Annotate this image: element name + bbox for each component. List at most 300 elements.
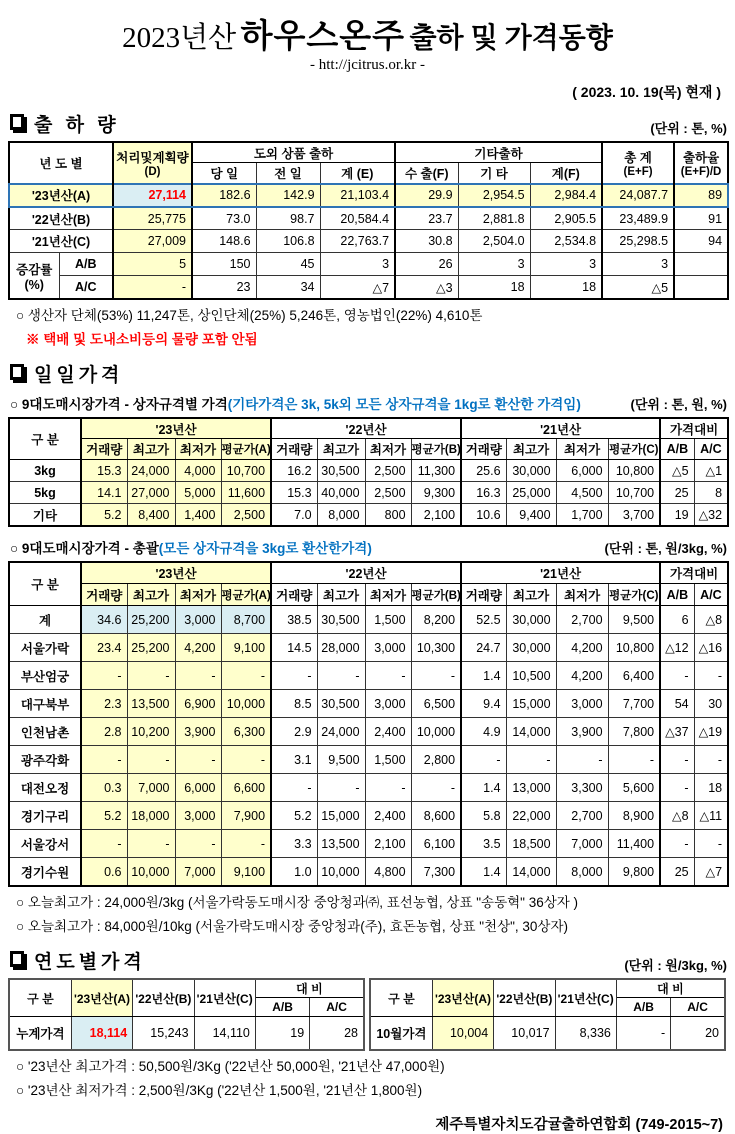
cell: 2,954.5 [458, 184, 530, 207]
cell: 3,000 [175, 606, 221, 634]
cell: 3,900 [556, 718, 608, 746]
column-header: 가격대비 [660, 418, 728, 439]
cell: - [81, 662, 127, 690]
cell: △8 [694, 606, 728, 634]
column-header: 당 일 [192, 163, 256, 184]
cell: 52.5 [461, 606, 506, 634]
column-header: 거래량 [461, 439, 506, 460]
cell: 2,700 [556, 606, 608, 634]
column-header: '21년산 [461, 562, 660, 584]
column-header: 최고가 [506, 584, 556, 606]
section-title-yearly [8, 947, 146, 974]
column-header: '21년산(C) [555, 979, 616, 1017]
cell: 182.6 [192, 184, 256, 207]
cell: 54 [660, 690, 694, 718]
cell: 4.9 [461, 718, 506, 746]
cell: 26 [395, 253, 458, 276]
row-label: '22년산(B) [9, 207, 113, 230]
cell: 3 [602, 253, 674, 276]
cell: 14,110 [194, 1017, 255, 1050]
cell: 18 [530, 276, 602, 299]
cell: 14.1 [81, 482, 127, 504]
cell: △7 [694, 858, 728, 886]
cell: 20 [671, 1017, 725, 1050]
cell: 6,100 [411, 830, 461, 858]
cell: - [660, 830, 694, 858]
cell: 2,500 [221, 504, 271, 526]
cell: 3 [530, 253, 602, 276]
cell: 10,700 [221, 460, 271, 482]
cell: 4,200 [556, 662, 608, 690]
cell: 73.0 [192, 207, 256, 230]
cell: 2,984.4 [530, 184, 602, 207]
column-header: 대 비 [255, 979, 364, 998]
cell: 45 [256, 253, 320, 276]
unit-label: (단위 : 톤, 원, %) [630, 396, 727, 412]
cell: 30,500 [317, 690, 365, 718]
cell: 15,243 [133, 1017, 194, 1050]
cell: 15.3 [271, 482, 317, 504]
cell: 2,881.8 [458, 207, 530, 230]
cell: - [694, 830, 728, 858]
column-header: 출하율 (E+F)/D [674, 142, 728, 184]
row-label: 계 [9, 606, 81, 634]
cell: 8,000 [317, 504, 365, 526]
column-header: 최고가 [127, 439, 175, 460]
cell: 13,500 [127, 690, 175, 718]
header-row [9, 439, 728, 460]
cell: 19 [255, 1017, 309, 1050]
row-label: 누계가격 [9, 1017, 71, 1050]
cell: 2.8 [81, 718, 127, 746]
column-header: '22년산(B) [494, 979, 555, 1017]
cell: 25.6 [461, 460, 506, 482]
cell: 22,763.7 [320, 230, 395, 253]
cell: 3,000 [175, 802, 221, 830]
cell: 8,336 [555, 1017, 616, 1050]
cell: 7,300 [411, 858, 461, 886]
cell: 10,004 [432, 1017, 493, 1050]
report-date: ( 2023. 10. 19(목) 현재 ) [572, 83, 721, 100]
cell: 7,800 [608, 718, 660, 746]
cell: 800 [365, 504, 411, 526]
row-label: 경기수원 [9, 858, 81, 886]
title-year: 2023년산 [122, 22, 237, 54]
report-url: - htt://jcitrus.or.kr - [310, 56, 425, 73]
cell: 40,000 [317, 482, 365, 504]
cell: △3 [395, 276, 458, 299]
cell: △5 [602, 276, 674, 299]
cell: 27,000 [127, 482, 175, 504]
cell: 18 [458, 276, 530, 299]
section-header-shipment [8, 110, 727, 137]
column-header: 거래량 [271, 584, 317, 606]
unit-label: (단위 : 톤, 원/3kg, %) [604, 540, 727, 556]
subsection-title: ○ 9대도매시장가격 - 총괄(모든 상자규격을 3kg로 환산한가격) [10, 540, 372, 556]
cell: 8,900 [608, 802, 660, 830]
row-label: '21년산(C) [9, 230, 113, 253]
cell: 25,775 [113, 207, 192, 230]
cell: 3,000 [365, 634, 411, 662]
cell: 1,500 [365, 606, 411, 634]
table-row [9, 184, 728, 207]
cell: 6,000 [556, 460, 608, 482]
column-header: 최저가 [175, 439, 221, 460]
section-title-text: 연도별가격 [34, 951, 146, 973]
cell: 1.0 [271, 858, 317, 886]
cell: - [694, 746, 728, 774]
cell: 24,000 [317, 718, 365, 746]
cell: 1.4 [461, 662, 506, 690]
cell: 3,700 [608, 504, 660, 526]
row-label: 기타 [9, 504, 81, 526]
cell: 3,300 [556, 774, 608, 802]
cell: 9,100 [221, 634, 271, 662]
cell: 14,000 [506, 718, 556, 746]
cell: △7 [320, 276, 395, 299]
section-title-text: 출 하 량 [34, 114, 120, 136]
cell: 14,000 [506, 858, 556, 886]
row-label: A/C [59, 276, 113, 299]
column-header: 도외 상품 출하 [192, 142, 395, 163]
cell: 150 [192, 253, 256, 276]
cell: △1 [694, 460, 728, 482]
cell: 11,400 [608, 830, 660, 858]
cell: 7,000 [127, 774, 175, 802]
table-row [9, 774, 728, 802]
cell: 29.9 [395, 184, 458, 207]
cell: 148.6 [192, 230, 256, 253]
daily-note-1: ○ 오늘최고가 : 24,000원/3kg (서울가락동도매시장 중앙청과㈜, 표선농협, 상표 "송동혁" 36상자 ) [16, 894, 579, 910]
column-header: 최저가 [556, 584, 608, 606]
cell: 2,504.0 [458, 230, 530, 253]
cell: 30,500 [317, 606, 365, 634]
column-header: A/B [616, 998, 670, 1017]
cell: - [127, 830, 175, 858]
shipment-note-warning: ※ 택배 및 도내소비등의 물량 포함 안됨 [26, 331, 258, 347]
column-header: 거래량 [271, 439, 317, 460]
column-header: 구 분 [370, 979, 432, 1017]
title-rest: 출하 및 가격동향 [409, 23, 613, 54]
cell: 30,000 [506, 460, 556, 482]
row-label: 3kg [9, 460, 81, 482]
cell: 6,900 [175, 690, 221, 718]
price-by-size-table [8, 417, 729, 527]
cell: 8 [694, 482, 728, 504]
unit-label: (단위 : 톤, %) [650, 120, 727, 136]
row-label: '23년산(A) [9, 184, 113, 207]
cell: △12 [660, 634, 694, 662]
column-header: 최저가 [365, 439, 411, 460]
cell: - [365, 774, 411, 802]
column-header: 처리및계획량 (D) [113, 142, 192, 184]
shipment-note: ○ 생산자 단체(53%) 11,247톤, 상인단체(25%) 5,246톤, 영농법인(22%) 4,610톤 [16, 307, 483, 323]
cell: 91 [674, 207, 728, 230]
column-header: '23년산 [81, 418, 271, 439]
cell: - [506, 746, 556, 774]
cell: 23,489.9 [602, 207, 674, 230]
cell: 14.5 [271, 634, 317, 662]
cell: 2,534.8 [530, 230, 602, 253]
cell: 6,300 [221, 718, 271, 746]
cell: - [461, 746, 506, 774]
cell: 4,500 [556, 482, 608, 504]
row-label: 광주각화 [9, 746, 81, 774]
column-header: 기타출하 [395, 142, 602, 163]
page-title [8, 18, 727, 55]
cell: 2,100 [411, 504, 461, 526]
cell: 24.7 [461, 634, 506, 662]
cell: - [175, 830, 221, 858]
cell: 2,400 [365, 718, 411, 746]
column-header: A/C [694, 439, 728, 460]
cell: - [317, 662, 365, 690]
unit-label: (단위 : 원/3kg, %) [624, 957, 727, 973]
cell: 10,800 [608, 460, 660, 482]
cell: 6,000 [175, 774, 221, 802]
cell: △32 [694, 504, 728, 526]
cell: 8.5 [271, 690, 317, 718]
cell: 3 [320, 253, 395, 276]
cell: 3,000 [556, 690, 608, 718]
cell: 25 [660, 858, 694, 886]
cell: 28,000 [317, 634, 365, 662]
cell: 10,700 [608, 482, 660, 504]
cell: 13,000 [506, 774, 556, 802]
cell: 7.0 [271, 504, 317, 526]
cell: - [113, 276, 192, 299]
column-header: 거래량 [81, 439, 127, 460]
cell: 15,000 [317, 802, 365, 830]
cell: 9,300 [411, 482, 461, 504]
cell: - [127, 662, 175, 690]
column-header: 수 출(F) [395, 163, 458, 184]
cell: - [221, 830, 271, 858]
cell: 5.2 [81, 802, 127, 830]
cell: 34 [256, 276, 320, 299]
column-header: 평균가(B) [411, 439, 461, 460]
cell: - [271, 662, 317, 690]
cell: 2,700 [556, 802, 608, 830]
cell: 1,500 [365, 746, 411, 774]
column-header: 최고가 [506, 439, 556, 460]
table-row [9, 230, 728, 253]
cell [674, 253, 728, 276]
cell: 25,200 [127, 606, 175, 634]
cell: - [127, 746, 175, 774]
yearly-tables [8, 978, 727, 1051]
cell: 8,200 [411, 606, 461, 634]
yearly-note-1: ○ '23년산 최고가격 : 50,500원/3Kg ('22년산 50,000원, '21년산 47,000원) [16, 1058, 445, 1074]
cell: 2,500 [365, 460, 411, 482]
table-row [9, 634, 728, 662]
header-row [9, 979, 364, 998]
cell: 5,600 [608, 774, 660, 802]
row-label: 서울강서 [9, 830, 81, 858]
cell: 4,200 [556, 634, 608, 662]
cell: - [660, 774, 694, 802]
row-label: 증감률 (%) [9, 253, 59, 299]
section-header-daily [8, 360, 727, 387]
cell [674, 276, 728, 299]
column-header: A/C [671, 998, 725, 1017]
cell: 4,200 [175, 634, 221, 662]
cell: 16.2 [271, 460, 317, 482]
cell: - [694, 662, 728, 690]
cell: 9,400 [506, 504, 556, 526]
cell: 6 [660, 606, 694, 634]
shipment-table [8, 141, 729, 300]
column-header: 총 계 (E+F) [602, 142, 674, 184]
table-row [9, 802, 728, 830]
cell: - [81, 746, 127, 774]
column-header: 평균가(C) [608, 439, 660, 460]
cell: 2,500 [365, 482, 411, 504]
cell: 27,114 [113, 184, 192, 207]
cell: 2,400 [365, 802, 411, 830]
cell: 1,700 [556, 504, 608, 526]
cell: - [175, 746, 221, 774]
cell: △5 [660, 460, 694, 482]
cell: 2,800 [411, 746, 461, 774]
cell: - [81, 830, 127, 858]
square-bullet-icon [10, 364, 24, 380]
column-header: 구 분 [9, 562, 81, 606]
cell: 16.3 [461, 482, 506, 504]
table-row [9, 207, 728, 230]
cell: 98.7 [256, 207, 320, 230]
cell: 5,000 [175, 482, 221, 504]
cell: 10,000 [127, 858, 175, 886]
column-header: 구 분 [9, 418, 81, 460]
cell: - [365, 662, 411, 690]
subsection-note-blue: (기타가격은 3k, 5k외 모든 상자규격을 1kg로 환산한 가격임) [227, 396, 581, 412]
cell: 1,400 [175, 504, 221, 526]
cell: 6,400 [608, 662, 660, 690]
cell: 10,200 [127, 718, 175, 746]
cell: - [221, 662, 271, 690]
section-title-shipment [8, 110, 120, 137]
cell: - [175, 662, 221, 690]
column-header: 가격대비 [660, 562, 728, 584]
cell: 4,800 [365, 858, 411, 886]
section-title-daily [8, 360, 123, 387]
cell: 23.4 [81, 634, 127, 662]
cell: 8,600 [411, 802, 461, 830]
cell: 23.7 [395, 207, 458, 230]
cell: 89 [674, 184, 728, 207]
cell: 15,000 [506, 690, 556, 718]
cell: 10,000 [317, 858, 365, 886]
cell: 3,000 [365, 690, 411, 718]
cell: 8,000 [556, 858, 608, 886]
square-bullet-icon [10, 951, 24, 967]
cell: 9.4 [461, 690, 506, 718]
row-label: A/B [59, 253, 113, 276]
cell: 30,500 [317, 460, 365, 482]
cell: 6,600 [221, 774, 271, 802]
cell: 3,900 [175, 718, 221, 746]
cell: △19 [694, 718, 728, 746]
cell: 18 [694, 774, 728, 802]
section-title-text: 일일가격 [34, 364, 124, 386]
cell: 5.2 [271, 802, 317, 830]
cell: 9,100 [221, 858, 271, 886]
column-header: '21년산 [461, 418, 660, 439]
cell: 94 [674, 230, 728, 253]
cell: 9,800 [608, 858, 660, 886]
cell: 34.6 [81, 606, 127, 634]
subsection-by-size [10, 393, 727, 413]
column-header: 최고가 [317, 584, 365, 606]
daily-note-2: ○ 오늘최고가 : 84,000원/10kg (서울가락도매시장 중앙청과(주), 효돈농협, 상표 "천상", 30상자) [16, 918, 569, 934]
table-row [9, 662, 728, 690]
column-header: 최고가 [127, 584, 175, 606]
cell: 10,000 [221, 690, 271, 718]
column-header: 대 비 [616, 979, 725, 998]
column-header: A/B [255, 998, 309, 1017]
cell: 10,500 [506, 662, 556, 690]
column-header: A/C [694, 584, 728, 606]
cell: 18,114 [71, 1017, 132, 1050]
table-row [9, 460, 728, 482]
cell: 25,000 [506, 482, 556, 504]
cell: 10,300 [411, 634, 461, 662]
cell: 38.5 [271, 606, 317, 634]
cell: 8,400 [127, 504, 175, 526]
cell: 7,000 [175, 858, 221, 886]
column-header: 전 일 [256, 163, 320, 184]
cell: 13,500 [317, 830, 365, 858]
column-header: '22년산 [271, 418, 461, 439]
cell: 11,300 [411, 460, 461, 482]
column-header: 구 분 [9, 979, 71, 1017]
yearly-note-2: ○ '23년산 최저가격 : 2,500원/3Kg ('22년산 1,500원, '21년산 1,800원) [16, 1082, 423, 1098]
cell: 4,000 [175, 460, 221, 482]
row-label: 5kg [9, 482, 81, 504]
cell: 30,000 [506, 634, 556, 662]
table-row [9, 690, 728, 718]
row-label: 대전오정 [9, 774, 81, 802]
cell: - [660, 662, 694, 690]
column-header: A/C [310, 998, 364, 1017]
cell: 19 [660, 504, 694, 526]
cell: - [317, 774, 365, 802]
cell: - [411, 774, 461, 802]
cell: 18,500 [506, 830, 556, 858]
cell: 0.3 [81, 774, 127, 802]
cell: 6,500 [411, 690, 461, 718]
cell: 5 [113, 253, 192, 276]
cell: 20,584.4 [320, 207, 395, 230]
cell: 3.1 [271, 746, 317, 774]
cell: 15.3 [81, 460, 127, 482]
table-row [9, 606, 728, 634]
column-header: 최고가 [317, 439, 365, 460]
column-header: '23년산(A) [71, 979, 132, 1017]
column-header: '21년산(C) [194, 979, 255, 1017]
cell: - [608, 746, 660, 774]
price-overall-table [8, 561, 729, 887]
row-label: 대구북부 [9, 690, 81, 718]
cell: 30.8 [395, 230, 458, 253]
table-row [9, 253, 728, 276]
table-row [9, 830, 728, 858]
cell: 10,800 [608, 634, 660, 662]
subsection-title: ○ 9대도매시장가격 - 상자규격별 가격(기타가격은 3k, 5k외 모든 상자규격을 1kg로 환산한 가격임) [10, 396, 581, 412]
column-header: 최저가 [175, 584, 221, 606]
cell: 25 [660, 482, 694, 504]
